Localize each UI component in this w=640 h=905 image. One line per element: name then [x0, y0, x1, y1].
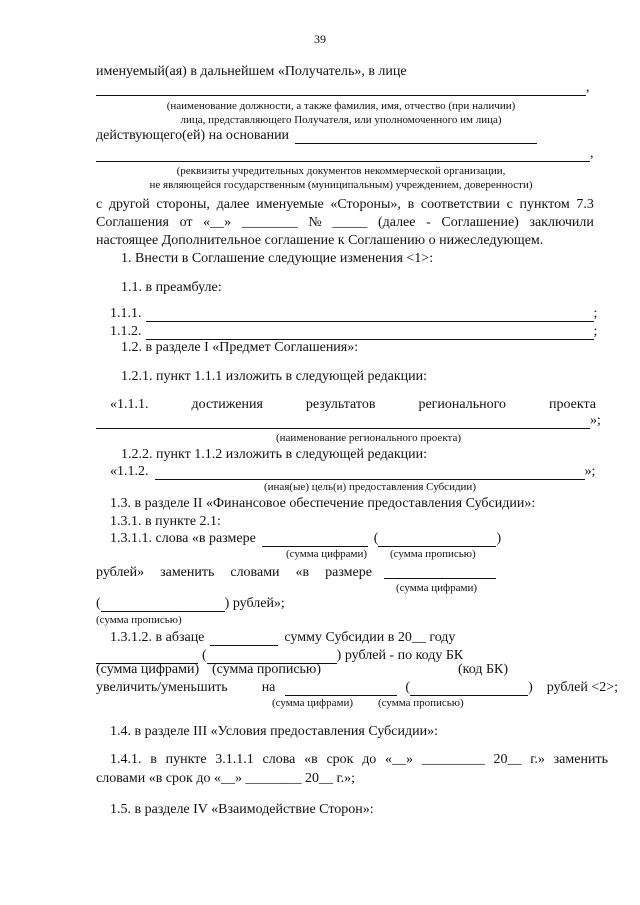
page-number: 39	[314, 32, 326, 46]
paragraph-line: с другой стороны, далее именуемые «Стороны», в соответствии с пунктом 7.3	[96, 197, 594, 212]
basis-field[interactable]	[96, 128, 537, 144]
section-heading: 1.1. в преамбуле:	[121, 280, 222, 295]
change-words-blank[interactable]	[410, 682, 528, 696]
caption: (сумма цифрами)	[272, 697, 354, 709]
caption: (наименование регионального проекта)	[276, 432, 462, 444]
regional-project-field[interactable]: »;	[96, 413, 601, 429]
preamble-blank[interactable]	[146, 308, 594, 322]
caption: (код БК)	[458, 662, 509, 677]
other-goal-blank[interactable]	[155, 466, 585, 480]
caption: (сумма цифрами)	[396, 582, 478, 594]
new-amount-words-field[interactable]: ( ) рублей»;	[96, 596, 285, 611]
section-heading: 1.3.1. в пункте 2.1:	[110, 514, 221, 529]
budget-code-field[interactable]: ( ) рублей - по коду БК	[96, 648, 463, 664]
quote-line: «1.1.1. достижения результатов регионального проекта	[110, 397, 596, 412]
caption: (сумма прописью)	[96, 614, 182, 626]
representative-field[interactable]	[96, 80, 590, 96]
punctuation: ,	[590, 146, 594, 161]
new-amount-digits-blank[interactable]	[384, 565, 496, 579]
replace-line: рублей» заменить словами «в размере	[96, 565, 372, 580]
punctuation: ,	[586, 80, 590, 95]
basis-continuation-blank[interactable]	[96, 148, 590, 162]
caption: лица, представляющего Получателя, или уполномоченного им лица)	[180, 114, 502, 126]
caption: (сумма прописью)	[390, 548, 476, 560]
caption: (сумма цифрами)	[96, 662, 200, 677]
subsidy-amount-field[interactable]: 1.3.1.1. слова «в размере ( )	[110, 531, 502, 546]
section-heading: 1.2. в разделе I «Предмет Соглашения»:	[121, 340, 359, 355]
caption: не являющейся государственным (муниципальным) учреждением, доверенности)	[149, 179, 533, 191]
section-heading: 1. Внести в Соглашение следующие изменения <1>:	[121, 251, 434, 266]
caption: (реквизиты учредительных документов некоммерческой организации,	[176, 165, 506, 177]
paragraph-line: Соглашения от «__» ________ № _____ (далее - Соглашение) заключили	[96, 215, 594, 230]
section-heading: 1.2.1. пункт 1.1.1 изложить в следующей редакции:	[121, 369, 427, 384]
basis-continuation-field[interactable]	[96, 146, 594, 162]
paragraph-line: настоящее Дополнительное соглашение к Соглашению о нижеследующем.	[96, 233, 544, 248]
representative-blank[interactable]	[96, 82, 586, 96]
paragraph-amount-field[interactable]: 1.3.1.2. в абзаце сумму Субсидии в 20__ году	[110, 630, 456, 645]
section-heading: 1.4. в разделе III «Условия предоставления Субсидии»:	[110, 724, 438, 739]
paragraph-blank[interactable]	[210, 632, 278, 646]
section-heading: 1.3. в разделе II «Финансовое обеспечение предоставления Субсидии»:	[110, 496, 536, 511]
amount-digits-blank[interactable]	[262, 533, 368, 547]
change-digits-blank[interactable]	[285, 682, 397, 696]
deadline-line: 1.4.1. в пункте 3.1.1.1 слова «в срок до «__» _________ 20__ г.» заменить	[110, 752, 608, 767]
preamble-item[interactable]: 1.1.1. ;	[110, 306, 598, 321]
deadline-line: словами «в срок до «__» ________ 20__ г.»;	[96, 771, 355, 786]
text-line: именуемый(ая) в дальнейшем «Получатель», в лице	[96, 64, 407, 79]
preamble-blank[interactable]	[146, 326, 594, 340]
regional-project-blank[interactable]	[96, 415, 590, 429]
caption: (иная(ые) цель(и) предоставления Субсидии)	[264, 481, 476, 493]
other-goal-field[interactable]: «1.1.2. »;	[110, 464, 596, 479]
caption: (сумма прописью)	[212, 662, 322, 677]
caption: (сумма прописью)	[378, 697, 464, 709]
basis-blank[interactable]	[295, 130, 537, 144]
increase-decrease-field[interactable]: увеличить/уменьшить на ( ) рублей <2>;	[96, 680, 619, 695]
caption: (наименование должности, а также фамилия, имя, отчество (при наличии)	[166, 100, 516, 112]
preamble-item[interactable]: 1.1.2. ;	[110, 324, 598, 339]
caption: (сумма цифрами)	[286, 548, 368, 560]
new-amount-words-blank[interactable]	[101, 598, 225, 612]
section-heading: 1.5. в разделе IV «Взаимодействие Сторон»:	[110, 802, 374, 817]
text-line: действующего(ей) на основании	[96, 128, 290, 143]
amount-words-blank[interactable]	[378, 533, 496, 547]
section-heading: 1.2.2. пункт 1.1.2 изложить в следующей редакции:	[121, 447, 427, 462]
